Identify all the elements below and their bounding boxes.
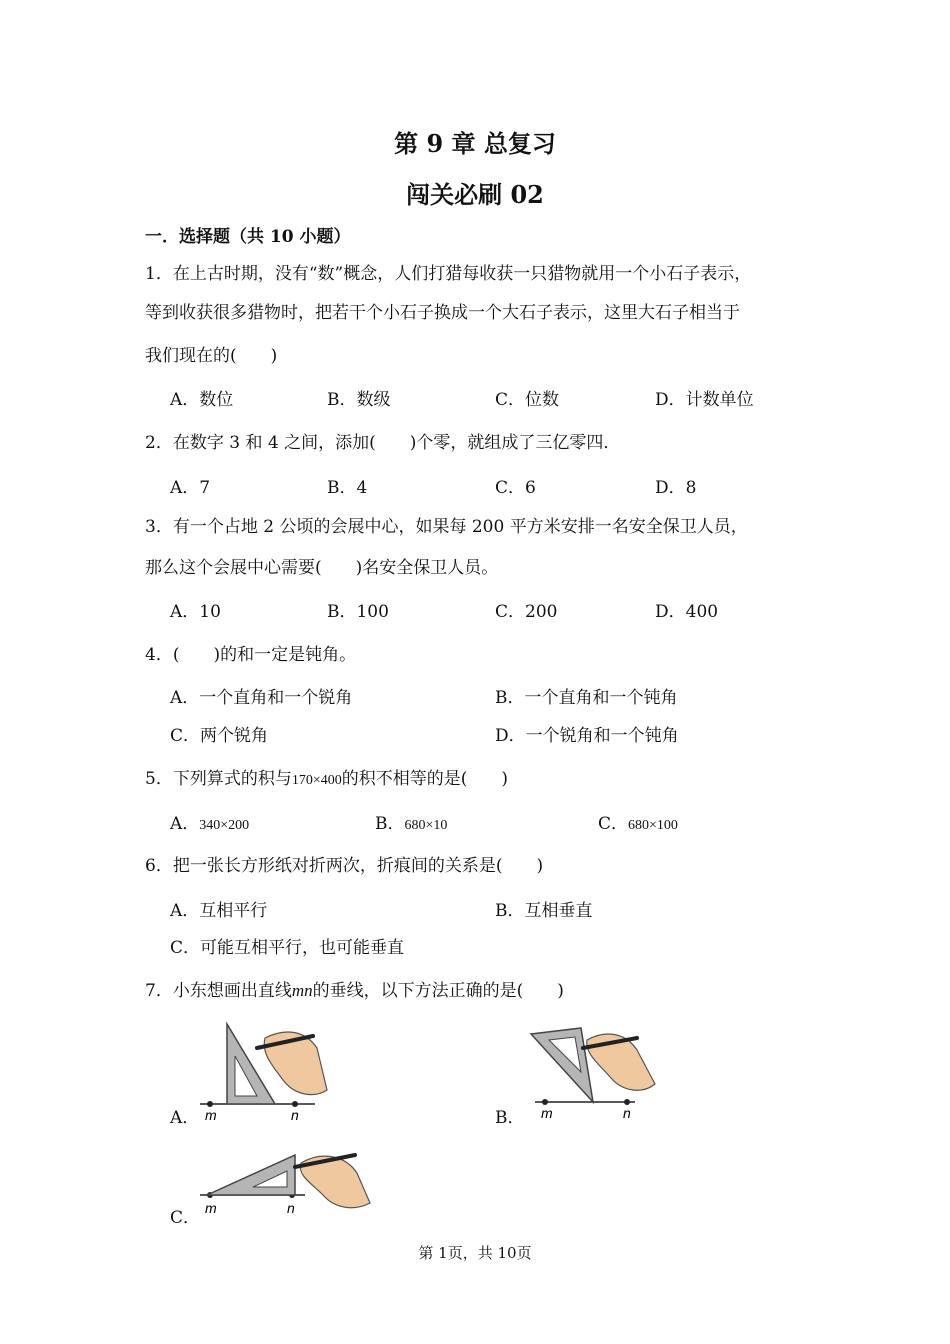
question-6-option-b[interactable]: B．互相垂直 [495,901,593,921]
question-1-line-2: 等到收获很多猎物时，把若干个小石子换成一个大石子表示，这里大石子相当于 [145,303,740,323]
figure-a-label-n: n [291,1107,299,1123]
question-2-line-1: 2．在数字 3 和 4 之间，添加( )个零，就组成了三亿零四． [145,433,621,453]
question-3-option-d[interactable]: D．400 [655,602,719,622]
question-5-option-c-letter: C． [598,814,629,834]
question-7-option-a[interactable]: A． [170,1108,200,1128]
question-4-line-1: 4．( )的和一定是钝角。 [145,645,357,665]
question-3-line-2: 那么这个会展中心需要( )名安全保卫人员。 [145,558,499,578]
question-5-option-b-expression: 680×10 [404,818,448,833]
question-5-prefix: 5．下列算式的积与 [145,769,292,789]
figure-a-label-m: m [205,1107,217,1123]
question-4-option-b[interactable]: B．一个直角和一个钝角 [495,688,678,708]
question-3-option-b[interactable]: B．100 [327,602,389,622]
figure-c-label-m: m [205,1200,217,1216]
question-7-stem [145,976,564,1001]
question-4-option-a[interactable]: A．一个直角和一个锐角 [170,688,353,708]
question-1-line-3: 我们现在的( ) [145,346,278,366]
question-5-option-a[interactable] [170,809,249,834]
question-5-stem [145,764,508,789]
section-heading: 一．选择题（共 10 小题） [145,227,351,247]
question-5-suffix: 的积不相等的是( ) [341,769,508,789]
question-1-option-a[interactable]: A．数位 [170,390,234,410]
question-1-line-1: 1．在上古时期，没有“数”概念，人们打猎每收获一只猎物就用一个小石子表示， [145,264,752,284]
question-7-line-name: mn [291,981,313,1000]
question-1-option-b[interactable]: B．数级 [327,390,391,410]
question-7-option-b[interactable]: B． [495,1108,525,1128]
question-3-line-1: 3．有一个占地 2 公顷的会展中心，如果每 200 平方米安排一名安全保卫人员， [145,517,748,537]
figure-b-label-n: n [623,1105,631,1121]
question-2-option-d[interactable]: D．8 [655,478,697,498]
question-4-option-d[interactable]: D．一个锐角和一个钝角 [495,726,679,746]
figure-c-set-square [195,1145,375,1225]
question-5-option-b[interactable] [375,809,447,834]
figure-a-set-square [195,1018,335,1128]
question-6-line-1: 6．把一张长方形纸对折两次，折痕间的关系是( ) [145,856,544,876]
question-3-option-c[interactable]: C．200 [495,602,558,622]
question-5-option-b-letter: B． [375,814,405,834]
question-5-option-a-letter: A． [170,814,200,834]
question-2-option-c[interactable]: C．6 [495,478,536,498]
figure-c-label-n: n [287,1200,295,1216]
question-7-option-c[interactable]: C． [170,1208,201,1228]
page-footer: 第 1页，共 10页 [418,1244,532,1262]
question-3-option-a[interactable]: A．10 [170,602,221,622]
question-7-suffix: 的垂线，以下方法正确的是( ) [312,981,564,1001]
question-4-option-c[interactable]: C．两个锐角 [170,726,269,746]
question-1-option-d[interactable]: D．计数单位 [655,390,754,410]
question-6-option-c[interactable]: C．可能互相平行，也可能垂直 [170,938,405,958]
question-1-option-c[interactable]: C．位数 [495,390,560,410]
figure-b-set-square [525,1022,665,1122]
document-subtitle: 闯关必刷 02 [406,180,544,209]
figure-b-label-m: m [541,1105,553,1121]
question-5-option-c[interactable] [598,809,678,834]
question-2-option-b[interactable]: B．4 [327,478,368,498]
question-5-expression: 170×400 [291,773,342,788]
question-5-option-a-expression: 340×200 [199,818,250,833]
question-7-prefix: 7．小东想画出直线 [145,981,292,1001]
question-2-option-a[interactable]: A．7 [170,478,211,498]
document-title: 第 9 章 总复习 [394,129,556,158]
question-5-option-c-expression: 680×100 [628,818,678,833]
question-6-option-a[interactable]: A．互相平行 [170,901,268,921]
